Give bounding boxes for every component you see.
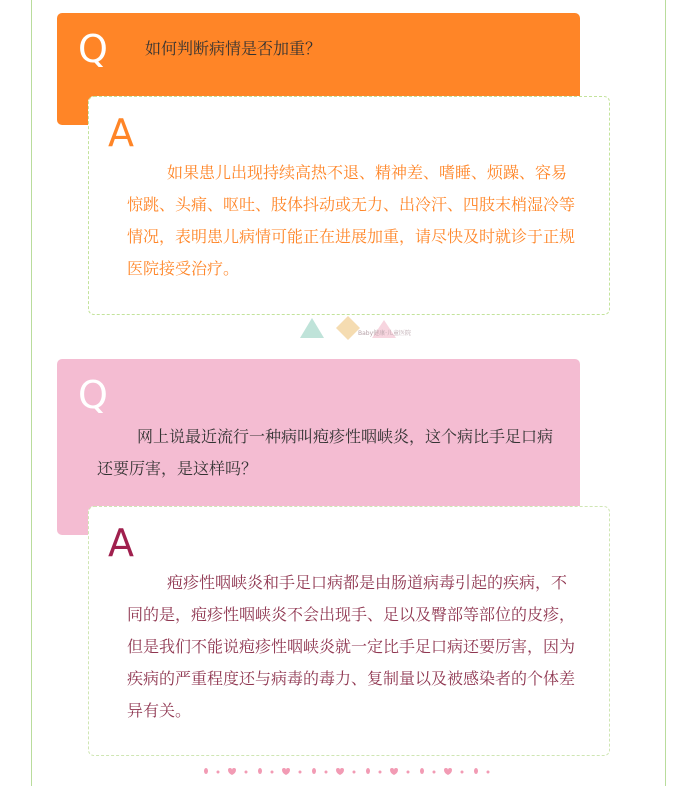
answer-text: 疱疹性咽峡炎和手足口病都是由肠道病毒引起的疾病，不同的是，疱疹性咽峡炎不会出现手、足以及臀部等部位的皮疹，但是我们不能说疱疹性咽峡炎就一定比手足口病还要厉害，因为疾病的严重程度还与病毒的毒力、复制量以及被感染者的个体差异有关。: [127, 573, 576, 720]
question-letter: Q: [78, 27, 108, 71]
answer-letter: A: [108, 111, 134, 155]
heart-dots-divider-icon: [200, 764, 500, 778]
frame-line-left: [31, 0, 32, 786]
question-letter: Q: [78, 373, 108, 417]
answer-card-1: [88, 96, 610, 315]
answer-letter: A: [108, 521, 134, 565]
separator-caption: Baby健康·儿童医院: [358, 330, 412, 337]
question-text: 网上说最近流行一种病叫疱疹性咽峡炎，这个病比手足口病还要厉害，是这样吗？: [97, 427, 554, 478]
answer-card-2: [88, 506, 610, 756]
answer-text: 如果患儿出现持续高热不退、精神差、嗜睡、烦躁、容易惊跳、头痛、呕吐、肢体抖动或无力、出冷汗、四肢末梢湿冷等情况，表明患儿病情可能正在进展加重，请尽快及时就诊于正规医院接受治疗。: [127, 163, 576, 278]
frame-line-right: [665, 0, 666, 786]
question-text: 如何判断病情是否加重？: [145, 39, 322, 58]
